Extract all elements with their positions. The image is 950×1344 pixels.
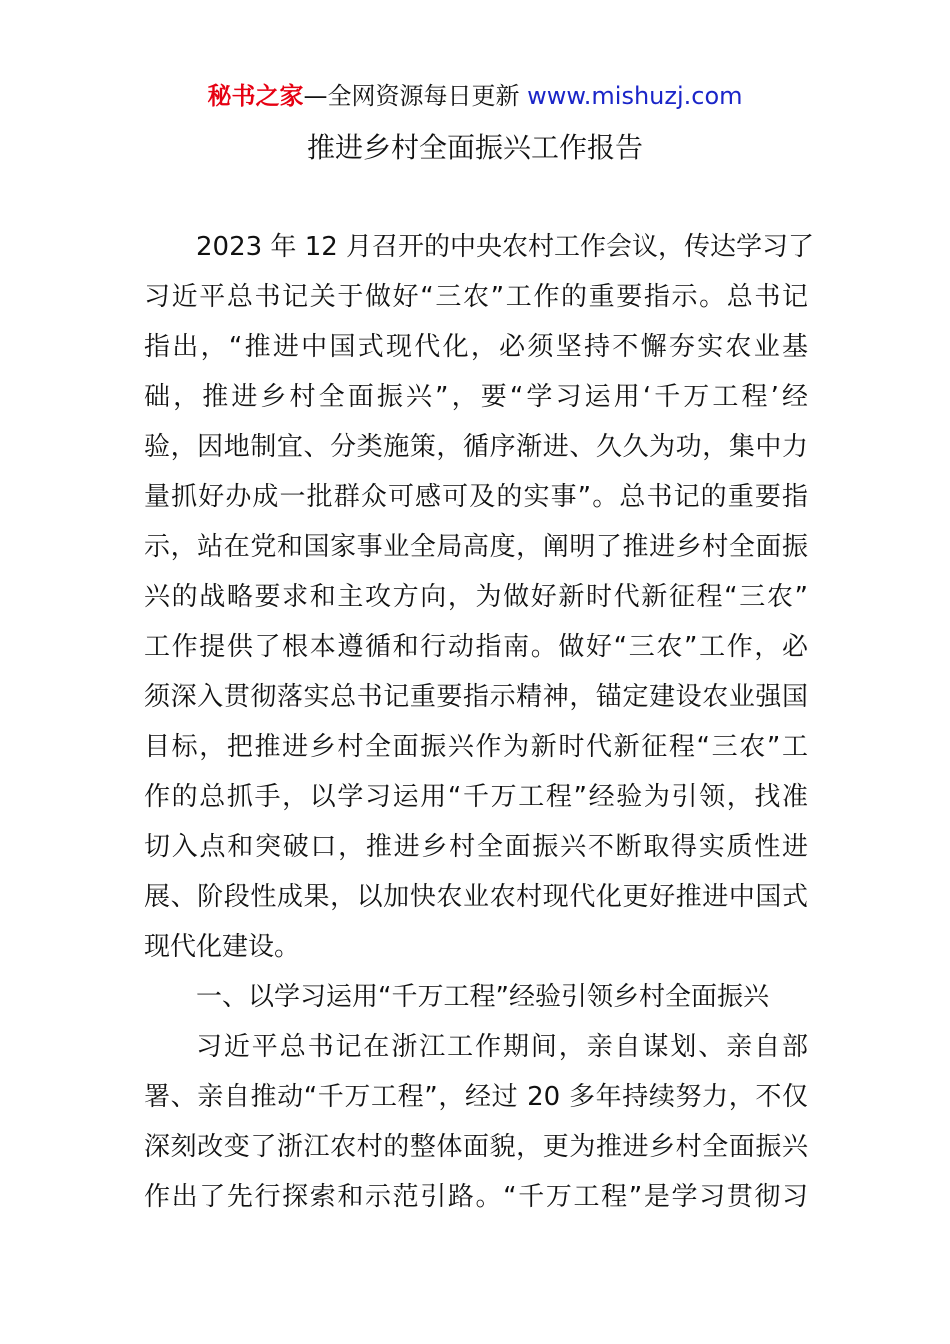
paragraph-line: 署、亲自推动“千万工程”，经过 20 多年持续努力，不仅: [144, 1082, 808, 1112]
header-tagline: —全网资源每日更新: [303, 82, 528, 110]
site-url-link[interactable]: www.mishuzj.com: [527, 82, 743, 110]
brand-name: 秘书之家: [207, 82, 304, 110]
site-header: [0, 80, 950, 112]
paragraph-line: 作的总抓手，以学习运用“千万工程”经验为引领，找准: [144, 782, 808, 812]
paragraph-line: 现代化建设。: [144, 932, 301, 962]
paragraph-line: 兴的战略要求和主攻方向，为做好新时代新征程“三农”: [144, 582, 808, 612]
paragraph-line: 须深入贯彻落实总书记重要指示精神，锚定建设农业强国: [144, 682, 808, 712]
paragraph-line: 工作提供了根本遵循和行动指南。做好“三农”工作，必: [144, 632, 808, 662]
paragraph-line: 习近平总书记在浙江工作期间，亲自谋划、亲自部: [196, 1032, 808, 1062]
paragraph-line: 深刻改变了浙江农村的整体面貌，更为推进乡村全面振兴: [144, 1132, 808, 1162]
paragraph-line: 展、阶段性成果，以加快农业农村现代化更好推进中国式: [144, 882, 808, 912]
paragraph-line: 目标，把推进乡村全面振兴作为新时代新征程“三农”工: [144, 732, 808, 762]
document-body: [144, 222, 815, 1222]
section-heading: 一、以学习运用“千万工程”经验引领乡村全面振兴: [196, 982, 769, 1012]
paragraph-line: 切入点和突破口，推进乡村全面振兴不断取得实质性进: [144, 832, 808, 862]
document-title: 推进乡村全面振兴工作报告: [306, 131, 643, 164]
paragraph-line: 示，站在党和国家事业全局高度，阐明了推进乡村全面振: [144, 532, 808, 562]
paragraph-line: 量抓好办成一批群众可感可及的实事”。总书记的重要指: [144, 482, 808, 512]
paragraph-line: 2023 年 12 月召开的中央农村工作会议，传达学习了: [196, 232, 815, 262]
paragraph-line: 础，推进乡村全面振兴”，要“学习运用‘千万工程’经: [144, 382, 808, 412]
paragraph-line: 验，因地制宜、分类施策，循序渐进、久久为功，集中力: [144, 432, 808, 462]
paragraph-line: 作出了先行探索和示范引路。“千万工程”是学习贯彻习: [144, 1182, 808, 1212]
paragraph-line: 习近平总书记关于做好“三农”工作的重要指示。总书记: [144, 282, 808, 312]
paragraph-line: 指出，“推进中国式现代化，必须坚持不懈夯实农业基: [144, 332, 808, 362]
